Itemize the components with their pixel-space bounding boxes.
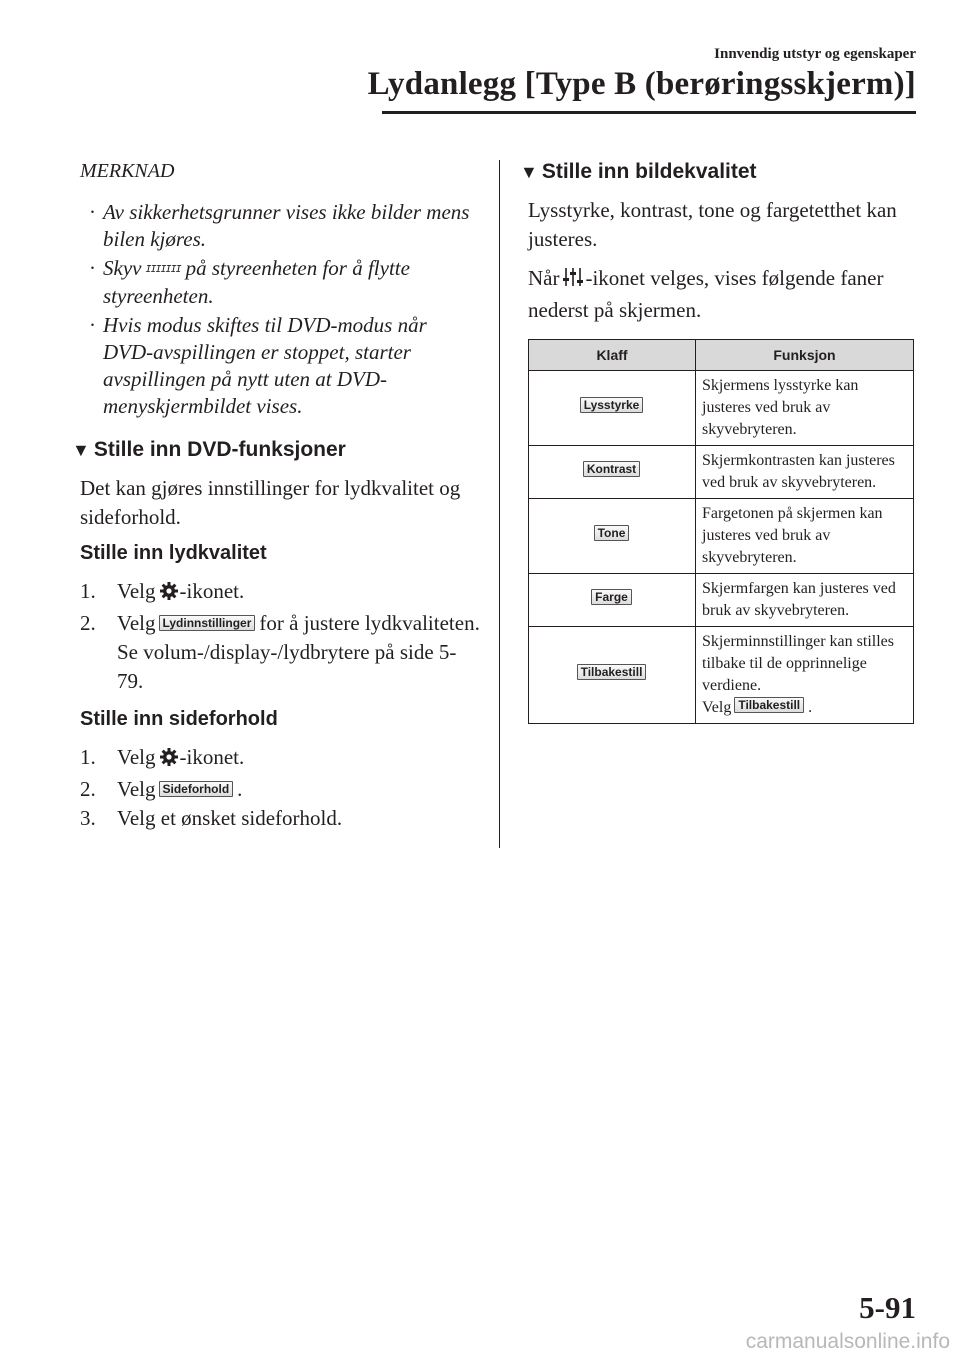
step-item (80, 775, 480, 804)
column-header: Klaff (529, 340, 696, 371)
tab-cell (529, 371, 696, 446)
step-reference: Se volum-/display-/lydbrytere på side 5-79. (117, 640, 457, 693)
note-title: MERKNAD (80, 160, 175, 182)
page-number: 5-91 (859, 1290, 916, 1325)
function-cell: Skjermfargen kan justeres ved bruk av skyvebryteren. (696, 574, 914, 627)
sound-steps (80, 577, 480, 696)
step-text: -ikonet. (179, 745, 245, 769)
function-table (528, 339, 914, 724)
section-heading-dvd (72, 438, 480, 462)
note-text: Av sikkerhetsgrunner vises ikke bilder mens bilen kjøres. (103, 200, 470, 251)
step-text: Velg (117, 745, 156, 769)
picture-paragraph (528, 264, 918, 325)
column-divider (499, 160, 500, 848)
step-item (80, 577, 480, 609)
note-item (80, 199, 480, 253)
watermark: carmanualsonline.info (745, 1330, 950, 1353)
gear-icon (159, 580, 179, 609)
section-heading-text: Stille inn bildekvalitet (541, 160, 757, 183)
reset-tab-button: Tilbakestill (577, 664, 647, 680)
note-text: Skyv (103, 256, 142, 280)
section-heading-text: Stille inn DVD-funksjoner (93, 438, 346, 461)
table-row (529, 446, 914, 499)
color-tab-button: Farge (591, 589, 632, 605)
table-row (529, 371, 914, 446)
function-text: . (808, 699, 813, 716)
subheading-sound: Stille inn lydkvalitet (80, 542, 267, 564)
step-number: 2. (80, 777, 96, 801)
note-item (80, 255, 480, 310)
tone-tab-button: Tone (594, 525, 630, 541)
bullet-icon: · (89, 256, 96, 280)
note-item (80, 312, 480, 420)
right-column (520, 160, 918, 724)
header-section-label: Innvendig utstyr og egenskaper (714, 46, 916, 62)
aspect-ratio-button: Sideforhold (159, 781, 234, 797)
aspect-steps (80, 743, 480, 833)
slider-icon: IIIIIII (145, 264, 181, 275)
function-cell: Fargetonen på skjermen kan justeres ved bruk av skyvebryteren. (696, 499, 914, 574)
step-text: for å justere lydkvaliteten. (259, 611, 480, 635)
step-number: 3. (80, 806, 96, 830)
bullet-icon: · (89, 313, 96, 337)
table-row (529, 499, 914, 574)
step-text: Velg (117, 611, 156, 635)
reset-button: Tilbakestill (734, 697, 804, 713)
tab-cell (529, 574, 696, 627)
step-number: 1. (80, 579, 96, 603)
table-row (529, 574, 914, 627)
tab-cell (529, 499, 696, 574)
subheading-aspect: Stille inn sideforhold (80, 708, 278, 730)
triangle-down-icon: ▼ (520, 162, 538, 182)
picture-paragraph: Lysstyrke, kontrast, tone og fargetetthet kan justeres. (528, 198, 897, 251)
sound-settings-button: Lydinnstillinger (159, 615, 256, 631)
note-text: Hvis modus skiftes til DVD-modus når DVD-avspillingen er stoppet, starter avspillingen på nytt uten at DVD-menyskjermbildet vises. (103, 313, 427, 418)
step-item (80, 743, 480, 775)
column-header: Funksjon (696, 340, 914, 371)
gear-icon (159, 746, 179, 775)
section-heading-picture (520, 160, 918, 184)
step-text: Velg (117, 777, 156, 801)
page-title: Lydanlegg [Type B (berøringsskjerm)] (367, 66, 916, 102)
intro-paragraph: Det kan gjøres innstillinger for lydkvalitet og sideforhold. (80, 476, 461, 529)
function-cell: Skjermkontrasten kan justeres ved bruk av skyvebryteren. (696, 446, 914, 499)
function-text: Skjerminnstillinger kan stilles tilbake til de opprinnelige verdiene. (702, 633, 894, 694)
paragraph-text: -ikonet velges, vises følgende faner nederst på skjermen. (528, 266, 884, 322)
step-text: Velg (117, 579, 156, 603)
left-column (72, 160, 480, 845)
function-text: Velg (702, 699, 732, 716)
step-item (80, 609, 480, 696)
table-row (529, 627, 914, 724)
step-number: 2. (80, 611, 96, 635)
tab-cell (529, 446, 696, 499)
step-text: Velg et ønsket sideforhold. (117, 806, 343, 830)
step-text: . (237, 777, 243, 801)
bullet-icon: · (89, 200, 96, 224)
function-cell (696, 627, 914, 724)
paragraph-text: Når (528, 266, 560, 290)
tab-cell (529, 627, 696, 724)
triangle-down-icon: ▼ (72, 440, 90, 460)
brightness-tab-button: Lysstyrke (580, 397, 644, 413)
step-number: 1. (80, 745, 96, 769)
step-text: -ikonet. (179, 579, 245, 603)
equalizer-icon (562, 266, 584, 296)
header-rule (382, 111, 916, 114)
table-header-row (529, 340, 914, 371)
contrast-tab-button: Kontrast (583, 461, 640, 477)
step-item (80, 804, 480, 833)
function-cell: Skjermens lysstyrke kan justeres ved bruk av skyvebryteren. (696, 371, 914, 446)
note-text: på styreenheten for å flytte styreenheten. (103, 256, 410, 308)
